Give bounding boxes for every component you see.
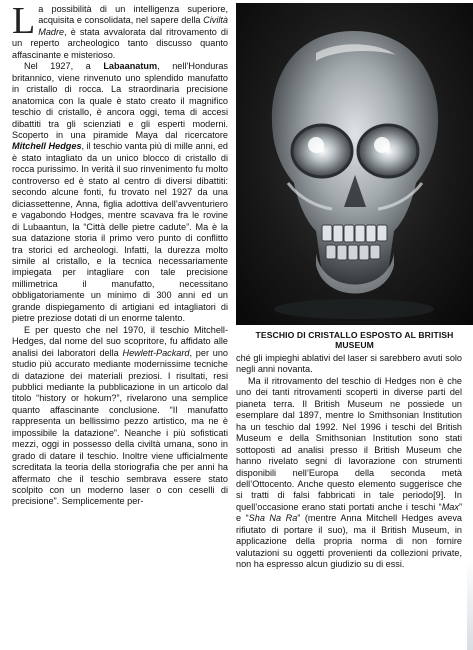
crystal-skull-photo: [236, 3, 473, 325]
text-strong: Labaanatum: [103, 61, 158, 72]
text-emphasis: Max: [441, 501, 459, 512]
page-edge-decoration: [467, 560, 473, 650]
text-run: Nel 1927, a: [24, 61, 104, 72]
photo-caption: TESCHIO DI CRISTALLO ESPOSTO AL BRITISH MUSEUM: [255, 330, 454, 350]
text-run: , nell’Honduras britannico, viene rinvenuto uno splendido manufatto in cristallo di rocca. La straordinaria precisione anatomica con la quale è stato creato il magnifico teschio di cristallo, è ancora oggi, tema di accesi dibattiti tra gli scienziati e gli esperti moderni. Scoperto in una piramide Maya dal ricercatore: [12, 61, 228, 140]
text-run: Ma il ritrovamento del teschio di Hedges non è che uno dei tanti ritrovamenti scoperti in diverse parti del pianeta terra. Il British Museum ne possiede un esemplare dal 1897, mentre lo Smithsonian Institution ha un teschio dal 1992. Nel 1996 i teschi del British Museum e della Smithsonian Institution sono stati sottoposti ad analisi presso il British Museum che hanno rivelato segni di lavorazione con strumenti disponibili nell’Europa della seconda metà dell’Ottocento. Anche questo elemento suggerisce che si tratti di falsi fabbricati in tale periodo[9]. In quell’occasione erano stati portati anche i teschi “: [236, 375, 462, 512]
text-emphasis: Hewlett-Packard: [122, 347, 190, 358]
text-strong-emphasis: Mitchell Hedges: [12, 141, 82, 152]
text-run: , è stata avvalorata dal ritrovamento di un reperto archeologico tanto discusso quanto affascinante e misterioso.: [12, 26, 228, 60]
text-run: ” e “: [236, 501, 462, 524]
text-emphasis: Sha Na Ra: [248, 513, 298, 524]
text-run: E per questo che nel 1970, il teschio Mitchell-Hedges, dal nome del suo scopritore, fu affidato alle analisi dei laboratori della: [12, 324, 228, 358]
left-column: [12, 0, 228, 508]
drop-cap: L: [12, 0, 36, 42]
text-emphasis: Civiltà Madre: [38, 15, 228, 37]
text-run: , per uno studio più accurato mediante modernissime tecniche di datazione dei materiali preziosi. I risultati, resi pubblici mediante la pubblicazione in un articolo dal titolo “history or hokum?”, rivelarono una semplice quanto affascinante conclusione. “Il manufatto rappresenta un bellissimo pezzo artistico, ma ne è impossibile la datazione”. Neanche i più sofisticati mezzi, oggi in possesso della civiltà umana, sono in grado di datare il teschio. Inoltre viene ufficialmente screditata la teoria della storiografia che per anni ha affermato che il teschio sembrava essere stato scolpito con un moderno laser o con ceselli di precisione”. Semplicemente per-: [12, 347, 228, 507]
text-run: , il teschio vanta più di mille anni, ed è stato intagliato da un unico blocco di cristallo di rocca purissimo. In verità il suo rinvenimento fu molto controverso ed è stato al centro di diversi dibattiti: secondo alcune fonti, fu trovato nel 1927 da una diciassettenne, Anna, figlia adottiva dell’avventuriero e vagabondo Hodges, mentre scavava fra le rovine di Lubaantun, la “Città delle pietre cadute”. Ma è la sua datazione storia il primo vero punto di conflitto tra storici ed archeologi. Infatti, la durezza molto simile al cristallo, e la tecnica necessariamente impiegata per intagliare con tale precisione millimetrica il manufatto, necessitano obbligatoriamente un minimo di 300 anni ed un grande dispiegamento di artigiani ed intagliatori di pietre preziose dotati di un enorme talento.: [12, 141, 228, 324]
text-run: ” (mentre Anna Mitchell Hedges aveva rifiutato di portare il suo), ma il British Museum, in applicazione della propria norma di non fornire valutazioni su oggetti provenienti da collezioni private, non ha espresso alcun giudizio su di essi.: [236, 513, 462, 570]
right-column: [236, 353, 462, 571]
paragraph-continuation: ché gli impieghi ablativi del laser si sarebbero avuti solo negli anni novanta.: [236, 353, 462, 375]
paragraph-discovery: [12, 61, 228, 324]
crystal-skull-icon: [236, 3, 473, 325]
paragraph-intro: [12, 0, 228, 61]
paragraph-other-skulls: [236, 376, 462, 571]
text-run: a possibilità di un intelligenza superiore, acquisita e consolidata, nel sapere della: [38, 4, 228, 26]
paragraph-analysis: [12, 325, 228, 508]
